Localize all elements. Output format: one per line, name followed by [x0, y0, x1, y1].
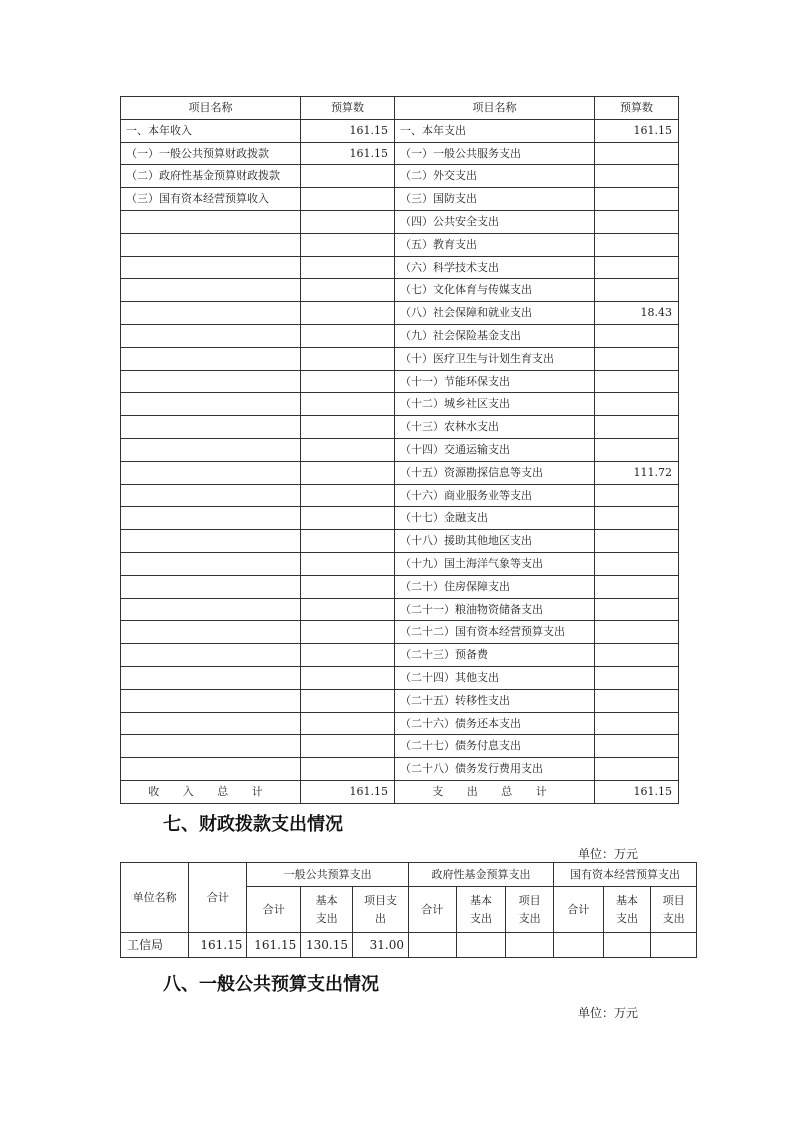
t2-fund-basic: 基本支出 [456, 887, 506, 933]
expense-item-name: （十五）资源勘探信息等支出 [395, 461, 595, 484]
income-item-name [121, 324, 301, 347]
t2-fund-project-value [506, 933, 554, 958]
table-row [121, 712, 679, 735]
expense-item-amount [595, 530, 679, 553]
table-row [121, 188, 679, 211]
expense-item-name: （十）医疗卫生与计划生育支出 [395, 347, 595, 370]
t2-data-row [121, 933, 697, 958]
expense-item-amount [595, 416, 679, 439]
budget-summary-table [120, 96, 679, 804]
expense-item-amount [595, 438, 679, 461]
expense-item-name: （九）社会保险基金支出 [395, 324, 595, 347]
income-item-amount [301, 165, 395, 188]
income-item-name [121, 758, 301, 781]
t2-total: 161.15 [189, 933, 247, 958]
expense-item-name: （十四）交通运输支出 [395, 438, 595, 461]
table-row [121, 370, 679, 393]
table-row [121, 621, 679, 644]
income-total-value: 161.15 [301, 780, 395, 803]
income-item-amount [301, 712, 395, 735]
income-total-label: 收 入 总 计 [121, 780, 301, 803]
expense-item-amount [595, 210, 679, 233]
t2-capital-total-value [553, 933, 603, 958]
income-item-name: （一）一般公共预算财政拨款 [121, 142, 301, 165]
table-row [121, 461, 679, 484]
t2-fund-subtotal: 合计 [408, 887, 456, 933]
table-row [121, 552, 679, 575]
fiscal-appropriation-table [120, 862, 697, 958]
expense-item-name: （十八）援助其他地区支出 [395, 530, 595, 553]
expense-item-name: （五）教育支出 [395, 233, 595, 256]
section8-unit: 单位：万元 [578, 1006, 639, 1020]
table-row [121, 484, 679, 507]
expense-item-name: 一、本年支出 [395, 119, 595, 142]
income-item-amount [301, 438, 395, 461]
expense-item-amount [595, 598, 679, 621]
table-row [121, 393, 679, 416]
t2-general-subtotal: 合计 [247, 887, 301, 933]
income-item-amount [301, 210, 395, 233]
income-item-name [121, 370, 301, 393]
income-item-name [121, 438, 301, 461]
income-item-amount [301, 302, 395, 325]
income-item-amount [301, 552, 395, 575]
expense-item-amount [595, 233, 679, 256]
t2-header-capital: 国有资本经营预算支出 [553, 863, 696, 887]
expense-item-amount [595, 644, 679, 667]
table-header-row [121, 97, 679, 120]
income-item-name [121, 233, 301, 256]
income-item-name [121, 575, 301, 598]
income-item-amount [301, 507, 395, 530]
table-row [121, 324, 679, 347]
income-item-name [121, 621, 301, 644]
expense-item-name: （二十）住房保障支出 [395, 575, 595, 598]
income-item-amount [301, 666, 395, 689]
expense-item-name: （二十二）国有资本经营预算支出 [395, 621, 595, 644]
income-item-amount [301, 393, 395, 416]
expense-item-amount: 161.15 [595, 119, 679, 142]
expense-item-amount [595, 712, 679, 735]
header-income-name: 项目名称 [121, 97, 301, 120]
expense-item-name: （十三）农林水支出 [395, 416, 595, 439]
t2-capital-basic-value [603, 933, 651, 958]
table-row [121, 530, 679, 553]
t2-header-unit-name: 单位名称 [121, 863, 189, 933]
income-item-name [121, 210, 301, 233]
income-item-name [121, 689, 301, 712]
income-item-name [121, 712, 301, 735]
expense-item-amount: 18.43 [595, 302, 679, 325]
table-row [121, 575, 679, 598]
table-row [121, 302, 679, 325]
income-item-name [121, 552, 301, 575]
expense-item-amount: 111.72 [595, 461, 679, 484]
income-item-name [121, 530, 301, 553]
income-item-name [121, 484, 301, 507]
income-item-amount [301, 461, 395, 484]
expense-item-amount [595, 689, 679, 712]
expense-item-amount [595, 279, 679, 302]
expense-item-amount [595, 324, 679, 347]
header-income-amount: 预算数 [301, 97, 395, 120]
income-item-name [121, 302, 301, 325]
income-item-amount [301, 621, 395, 644]
income-item-name: 一、本年收入 [121, 119, 301, 142]
income-item-amount: 161.15 [301, 142, 395, 165]
expense-item-name: （二十三）预备费 [395, 644, 595, 667]
income-item-amount [301, 416, 395, 439]
section7-title: 七、财政拨款支出情况 [163, 814, 343, 835]
header-expense-name: 项目名称 [395, 97, 595, 120]
expense-item-name: （二十一）粮油物资储备支出 [395, 598, 595, 621]
expense-item-amount [595, 758, 679, 781]
income-item-amount [301, 256, 395, 279]
t2-unit-name: 工信局 [121, 933, 189, 958]
t2-header-general: 一般公共预算支出 [247, 863, 409, 887]
expense-item-amount [595, 621, 679, 644]
expense-item-name: （十六）商业服务业等支出 [395, 484, 595, 507]
table-row [121, 507, 679, 530]
income-item-amount [301, 324, 395, 347]
expense-item-name: （八）社会保障和就业支出 [395, 302, 595, 325]
table-row [121, 735, 679, 758]
expense-item-amount [595, 347, 679, 370]
income-item-amount [301, 758, 395, 781]
t2-general-project-value: 31.00 [353, 933, 409, 958]
expense-item-name: （三）国防支出 [395, 188, 595, 211]
t2-general-basic: 基本支出 [301, 887, 353, 933]
table-row [121, 233, 679, 256]
income-item-amount [301, 530, 395, 553]
section8-title: 八、一般公共预算支出情况 [163, 974, 379, 995]
income-item-amount [301, 188, 395, 211]
table-row [121, 438, 679, 461]
expense-item-name: （二十四）其他支出 [395, 666, 595, 689]
table-row [121, 119, 679, 142]
income-item-name [121, 735, 301, 758]
expense-item-amount [595, 575, 679, 598]
t2-header-fund: 政府性基金预算支出 [408, 863, 553, 887]
expense-item-name: （一）一般公共服务支出 [395, 142, 595, 165]
expense-item-name: （六）科学技术支出 [395, 256, 595, 279]
income-item-name [121, 598, 301, 621]
expense-item-amount [595, 142, 679, 165]
income-item-name [121, 507, 301, 530]
expense-item-name: （四）公共安全支出 [395, 210, 595, 233]
expense-item-name: （十二）城乡社区支出 [395, 393, 595, 416]
income-item-name [121, 416, 301, 439]
income-item-name [121, 644, 301, 667]
header-expense-amount: 预算数 [595, 97, 679, 120]
income-item-amount [301, 689, 395, 712]
expense-item-name: （十九）国土海洋气象等支出 [395, 552, 595, 575]
expense-item-name: （二十五）转移性支出 [395, 689, 595, 712]
income-item-amount [301, 370, 395, 393]
income-item-amount [301, 279, 395, 302]
income-item-amount [301, 644, 395, 667]
table-row [121, 347, 679, 370]
expense-item-name: （二十七）债务付息支出 [395, 735, 595, 758]
income-item-amount [301, 735, 395, 758]
expense-item-name: （十七）金融支出 [395, 507, 595, 530]
income-item-name: （二）政府性基金预算财政拨款 [121, 165, 301, 188]
table-row [121, 256, 679, 279]
income-item-amount [301, 575, 395, 598]
t2-general-total: 161.15 [247, 933, 301, 958]
section7-unit: 单位：万元 [578, 847, 639, 861]
income-item-name [121, 666, 301, 689]
table-row [121, 598, 679, 621]
income-item-name [121, 393, 301, 416]
expense-item-name: （二十六）债务还本支出 [395, 712, 595, 735]
t2-fund-basic-value [456, 933, 506, 958]
t2-capital-basic: 基本支出 [603, 887, 651, 933]
expense-item-name: （十一）节能环保支出 [395, 370, 595, 393]
expense-item-amount [595, 256, 679, 279]
t2-header-row-1 [121, 863, 697, 887]
income-item-amount [301, 233, 395, 256]
t2-general-basic-value: 130.15 [301, 933, 353, 958]
income-item-amount: 161.15 [301, 119, 395, 142]
expense-item-amount [595, 666, 679, 689]
table-row [121, 416, 679, 439]
income-item-name: （三）国有资本经营预算收入 [121, 188, 301, 211]
expense-item-amount [595, 370, 679, 393]
t2-general-project: 项目支出 [353, 887, 409, 933]
expense-item-name: （七）文化体育与传媒支出 [395, 279, 595, 302]
expense-item-amount [595, 552, 679, 575]
table-row [121, 666, 679, 689]
income-item-name [121, 256, 301, 279]
expense-item-amount [595, 507, 679, 530]
t2-fund-total-value [408, 933, 456, 958]
expense-item-amount [595, 188, 679, 211]
income-item-amount [301, 347, 395, 370]
expense-item-name: （二十八）债务发行费用支出 [395, 758, 595, 781]
expense-total-value: 161.15 [595, 780, 679, 803]
income-item-name [121, 279, 301, 302]
expense-total-label: 支 出 总 计 [395, 780, 595, 803]
table-row [121, 142, 679, 165]
income-item-name [121, 461, 301, 484]
table-row [121, 165, 679, 188]
income-item-amount [301, 598, 395, 621]
table-row [121, 644, 679, 667]
expense-item-amount [595, 393, 679, 416]
expense-item-amount [595, 165, 679, 188]
expense-item-name: （二）外交支出 [395, 165, 595, 188]
income-item-name [121, 347, 301, 370]
income-item-amount [301, 484, 395, 507]
expense-item-amount [595, 735, 679, 758]
t2-capital-subtotal: 合计 [553, 887, 603, 933]
t2-capital-project-value [651, 933, 697, 958]
total-row [121, 780, 679, 803]
t2-fund-project: 项目支出 [506, 887, 554, 933]
t2-capital-project: 项目支出 [651, 887, 697, 933]
t2-header-total: 合计 [189, 863, 247, 933]
table-row [121, 689, 679, 712]
table-row [121, 210, 679, 233]
expense-item-amount [595, 484, 679, 507]
table-row [121, 279, 679, 302]
table-row [121, 758, 679, 781]
